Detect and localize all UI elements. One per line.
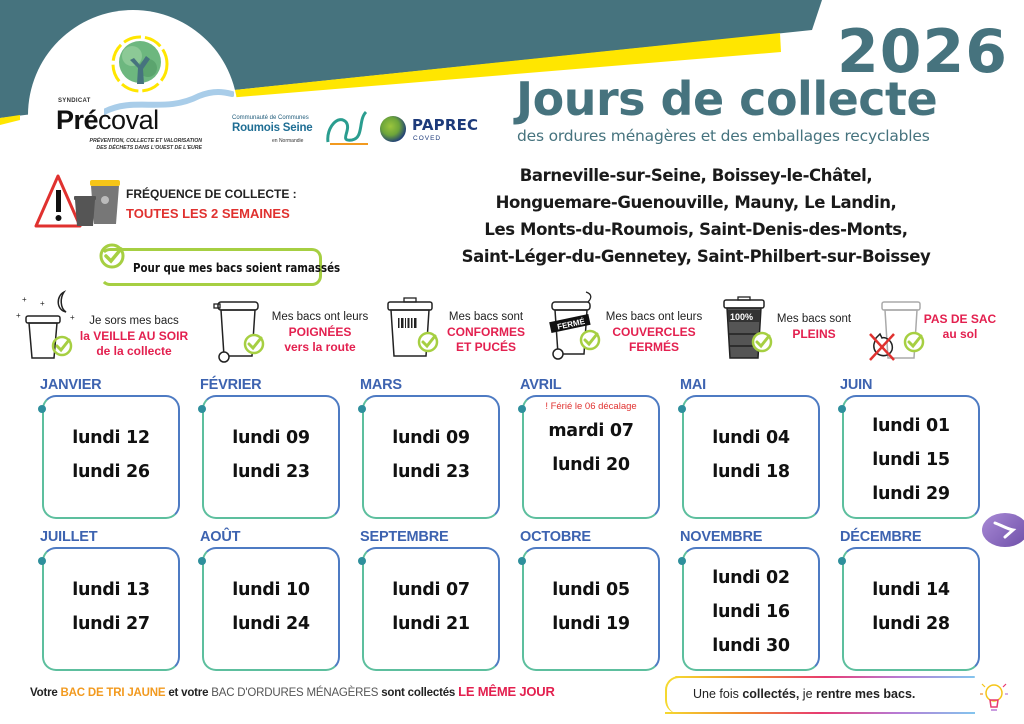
bullet-dot xyxy=(678,557,686,565)
month-name: NOVEMBRE xyxy=(680,529,768,545)
bullet-dot xyxy=(838,405,846,413)
rule-line-2: PLEINS xyxy=(792,327,836,341)
paprec-logo xyxy=(380,116,490,146)
rule-line-1: Mes bacs sont xyxy=(448,311,524,323)
month-dates xyxy=(842,395,980,519)
rule-text xyxy=(766,312,862,342)
collection-date: lundi 30 xyxy=(712,636,790,656)
footer-text: Votre xyxy=(30,687,61,699)
precoval-name xyxy=(56,105,159,136)
bullet-dot xyxy=(678,405,686,413)
collection-date: lundi 04 xyxy=(712,428,790,448)
footer-same-day: LE MÊME JOUR xyxy=(458,684,555,699)
month-mai xyxy=(670,375,820,520)
collection-date: lundi 13 xyxy=(72,580,150,600)
arrow-right-icon xyxy=(993,521,1017,539)
footer-tip xyxy=(665,676,975,714)
roumois-small: Communauté de Communes xyxy=(232,115,309,121)
tree-logo-icon xyxy=(110,34,170,94)
rule-line-2: COUVERCLES xyxy=(612,325,696,339)
rule-line-1: Je sors mes bacs xyxy=(89,315,179,327)
collection-date: lundi 15 xyxy=(872,450,950,470)
collection-date: lundi 16 xyxy=(712,602,790,622)
rule-conformes xyxy=(384,288,544,368)
collection-date: lundi 01 xyxy=(872,416,950,436)
svg-text:100%: 100% xyxy=(730,312,754,322)
rule-text xyxy=(430,310,542,355)
rule-line-2: PAS DE SAC xyxy=(923,312,997,326)
page-subtitle: des ordures ménagères et des emballages recyclables xyxy=(517,127,930,145)
rule-line-2: la VEILLE AU SOIR xyxy=(79,329,189,343)
rule-text xyxy=(592,310,716,355)
month-name: FÉVRIER xyxy=(200,377,267,393)
month-name: JANVIER xyxy=(40,377,107,393)
month-dates xyxy=(682,395,820,519)
roumois-seine-logo xyxy=(232,108,372,152)
collection-date: lundi 23 xyxy=(392,462,470,482)
bullet-dot xyxy=(38,557,46,565)
month-octobre xyxy=(510,527,660,672)
tip-part: je xyxy=(799,687,817,701)
svg-text:+: + xyxy=(40,299,45,308)
collection-date: lundi 07 xyxy=(392,580,470,600)
collection-date: lundi 14 xyxy=(872,580,950,600)
precoval-tagline xyxy=(88,138,202,152)
rule-text xyxy=(260,310,380,355)
month-name: AVRIL xyxy=(520,377,567,393)
rule-line-1: Mes bacs ont leurs xyxy=(605,311,703,323)
month-name: JUILLET xyxy=(40,529,103,545)
rule-veille xyxy=(14,288,194,368)
bullet-dot xyxy=(198,405,206,413)
month-dates xyxy=(42,547,180,671)
rule-pleins xyxy=(720,288,870,368)
next-page-button[interactable] xyxy=(982,513,1024,547)
bullet-dot xyxy=(518,557,526,565)
rule-text xyxy=(920,312,1000,342)
collection-date: lundi 20 xyxy=(552,455,630,475)
syndicat-label: SYNDICAT xyxy=(58,98,91,104)
month-avril xyxy=(510,375,660,520)
commune-line: Saint-Léger-du-Gennetey, Saint-Philbert-sur-Boissey xyxy=(461,247,931,266)
pickup-banner xyxy=(100,248,341,286)
check-icon xyxy=(99,243,125,269)
month-name: OCTOBRE xyxy=(520,529,597,545)
tagline-line-1: PRÉVENTION, COLLECTE ET VALORISATION xyxy=(89,138,202,144)
tip-part: collectés, xyxy=(742,687,800,701)
collection-date: mardi 07 xyxy=(548,421,634,441)
rule-line-1: Mes bacs sont xyxy=(776,313,852,325)
communes-list xyxy=(430,162,962,270)
collection-date: lundi 10 xyxy=(232,580,310,600)
rule-line-2: POIGNÉES xyxy=(288,325,352,339)
bullet-dot xyxy=(358,405,366,413)
commune-line: Les Monts-du-Roumois, Saint-Denis-des-Monts, xyxy=(484,220,908,239)
rule-poignees xyxy=(212,288,382,368)
pickup-banner-text: Pour que mes bacs soient ramassés xyxy=(133,260,341,275)
rule-line-3: FERMÉS xyxy=(628,340,679,354)
month-dates xyxy=(362,547,500,671)
collection-date: lundi 09 xyxy=(232,428,310,448)
paprec-globe-icon xyxy=(380,116,406,142)
month-name: DÉCEMBRE xyxy=(840,529,927,545)
month-dates xyxy=(42,395,180,519)
warning-bins-icon xyxy=(34,174,122,230)
rule-line-3: au sol xyxy=(942,327,978,341)
month-name: JUIN xyxy=(840,377,878,393)
commune-line: Honguemare-Guenouville, Mauny, Le Landin, xyxy=(495,193,897,212)
tagline-line-2: DES DÉCHETS DANS L'OUEST DE L'EURE xyxy=(96,145,202,151)
tip-text xyxy=(693,687,915,701)
collection-date: lundi 05 xyxy=(552,580,630,600)
month-dates xyxy=(362,395,500,519)
rule-line-3: vers la route xyxy=(284,340,356,354)
collection-date: lundi 19 xyxy=(552,614,630,634)
month-juin xyxy=(830,375,980,520)
month-name: MAI xyxy=(680,377,712,393)
collection-date: lundi 27 xyxy=(72,614,150,634)
footer-household-bin: BAC D'ORDURES MÉNAGÈRES xyxy=(211,687,379,699)
precoval-name-rest: coval xyxy=(98,105,159,135)
collection-date: lundi 21 xyxy=(392,614,470,634)
frequency-block xyxy=(34,172,334,232)
month-decembre xyxy=(830,527,980,672)
collection-date: lundi 18 xyxy=(712,462,790,482)
rule-pas-de-sac xyxy=(868,288,1018,368)
footer-note xyxy=(30,684,555,699)
collection-date: lundi 28 xyxy=(872,614,950,634)
month-name: AOÛT xyxy=(200,529,246,545)
commune-line: Barneville-sur-Seine, Boissey-le-Châtel, xyxy=(519,166,873,185)
holiday-note: ! Férié le 06 décalage xyxy=(545,401,637,412)
footer-text: sont collectés xyxy=(378,687,459,699)
bullet-dot xyxy=(518,405,526,413)
svg-text:+: + xyxy=(70,313,75,322)
rules-row xyxy=(0,288,1024,368)
collection-date: lundi 26 xyxy=(72,462,150,482)
collection-date: lundi 23 xyxy=(232,462,310,482)
footer-text: et votre xyxy=(165,687,212,699)
lightbulb-icon xyxy=(980,680,1008,714)
collection-date: lundi 24 xyxy=(232,614,310,634)
month-mars xyxy=(350,375,500,520)
svg-text:FERMÉ: FERMÉ xyxy=(556,316,586,332)
rule-line-2: CONFORMES xyxy=(447,325,525,339)
paprec-sub: COVED xyxy=(413,135,442,142)
month-dates xyxy=(522,395,660,519)
rule-line-1: Mes bacs ont leurs xyxy=(271,311,369,323)
page-title: Jours de collecte xyxy=(516,72,938,126)
collection-date: lundi 02 xyxy=(712,568,790,588)
year-heading: 2026 xyxy=(837,17,1008,87)
roumois-swirl-icon xyxy=(324,108,370,148)
month-fevrier xyxy=(190,375,340,520)
bullet-dot xyxy=(358,557,366,565)
bullet-dot xyxy=(838,557,846,565)
rule-line-3: ET PUCÉS xyxy=(455,340,516,354)
bullet-dot xyxy=(38,405,46,413)
month-dates xyxy=(842,547,980,671)
tip-border xyxy=(665,712,975,714)
month-dates xyxy=(202,395,340,519)
roumois-big: Roumois Seine xyxy=(232,122,313,134)
months-grid xyxy=(30,375,990,675)
month-name: SEPTEMBRE xyxy=(360,529,454,545)
month-juillet xyxy=(30,527,180,672)
month-dates xyxy=(202,547,340,671)
precoval-logo xyxy=(44,30,234,160)
month-dates xyxy=(522,547,660,671)
month-name: MARS xyxy=(360,377,408,393)
frequency-label: FRÉQUENCE DE COLLECTE : xyxy=(126,187,297,201)
month-novembre xyxy=(670,527,820,672)
precoval-name-bold: Pré xyxy=(56,105,99,135)
rule-text xyxy=(74,314,194,359)
roumois-region: en Normandie xyxy=(272,138,304,144)
month-janvier xyxy=(30,375,180,520)
tip-border xyxy=(675,676,975,678)
tip-part: Une fois xyxy=(693,687,743,701)
tip-border xyxy=(665,676,683,714)
frequency-value: TOUTES LES 2 SEMAINES xyxy=(126,206,290,221)
rule-couvercles xyxy=(546,288,716,368)
tip-part: rentre mes bacs. xyxy=(816,687,916,701)
collection-date: lundi 12 xyxy=(72,428,150,448)
footer-yellow-bin: BAC DE TRI JAUNE xyxy=(60,687,166,699)
month-aout xyxy=(190,527,340,672)
rule-line-3: de la collecte xyxy=(96,344,172,358)
collection-date: lundi 29 xyxy=(872,484,950,504)
svg-text:+: + xyxy=(16,311,21,320)
bullet-dot xyxy=(198,557,206,565)
paprec-name: PAPREC xyxy=(412,116,479,134)
month-dates xyxy=(682,547,820,671)
month-septembre xyxy=(350,527,500,672)
collection-date: lundi 09 xyxy=(392,428,470,448)
svg-text:+: + xyxy=(22,295,27,304)
